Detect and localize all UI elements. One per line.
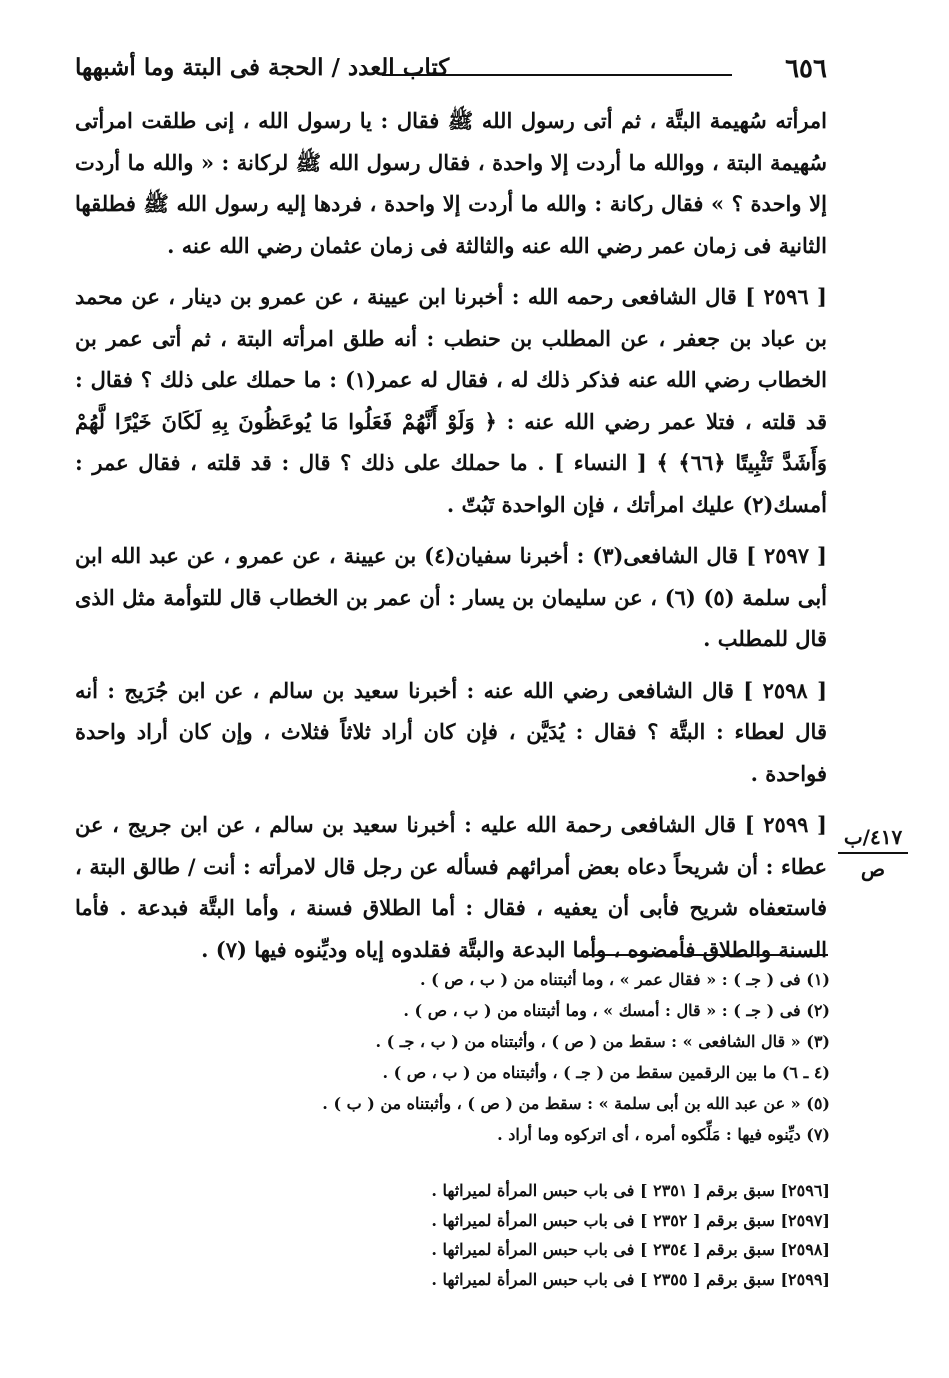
- footnotes: [300, 964, 830, 1150]
- footnote: (٥) « عن عبد الله بن أبى سلمة » : سقط من ( ص ) ، وأثبتناه من ( ب ) .: [322, 1094, 830, 1113]
- footnote: (٣) « قال الشافعى » : سقط من ( ص ) ، وأثبتناه من ( ب ، جـ ) .: [375, 1032, 830, 1051]
- paragraph-2599: [ ٢٥٩٩ ] قال الشافعى رحمة الله عليه : أخبرنا سعيد بن سالم ، عن ابن جريج ، عن عطاء : أن شريحاً دعاه بعض أمرائهم فسأله عن رجل قال لامرأته : أنت / طالق البتة ، فاستعفاه شريح فأبى أن يعفيه ، فقال : أما الطلاق فسنة ، وأما البتَّة فبدعة . فأما السنة والطلاق فأمضوه ، وأما البدعة والبتَّة فقلدوه إياه وديِّنوه فيها (٧) .: [75, 812, 827, 962]
- running-title: كتاب العدد / الحجة فى البتة وما أشبهها: [75, 54, 450, 81]
- margin-manuscript-note: [838, 822, 908, 884]
- footnote: (٢) فى ( جـ ) : « قال : أمسك » ، وما أثبتناه من ( ب ، ص ) .: [403, 1001, 830, 1020]
- footnote-separator: [588, 954, 828, 956]
- margin-note-folio: ٤١٧/ب: [838, 822, 908, 854]
- page-header: [75, 48, 827, 88]
- cross-references: [300, 1176, 830, 1294]
- footnote: (٧) ديِّنوه فيها : مَلِّكوه أمره ، أى اتركوه وما أراد .: [497, 1125, 830, 1144]
- paragraph-2596: [ ٢٥٩٦ ] قال الشافعى رحمه الله : أخبرنا ابن عيينة ، عن عمرو بن دينار ، عن محمد بن عباد بن جعفر ، عن المطلب بن حنطب : أنه طلق امرأته البتة ، ثم أتى عمر بن الخطاب رضي الله عنه فذكر ذلك له ، فقال له عمر(١) : ما حملك على ذلك ؟ فقال : قد قلته ، فتلا عمر رضي الله عنه : ﴿ وَلَوْ أَنَّهُمْ فَعَلُوا مَا يُوعَظُونَ بِهِ لَكَانَ خَيْرًا لَّهُمْ وَأَشَدَّ تَثْبِيتًا ﴿٦٦﴾ ﴾ [ النساء ] . ما حملك على ذلك ؟ قال : قد قلته ، فقال عمر : أمسك(٢) عليك امرأتك ، فإن الواحدة تَبُتّ .: [75, 284, 827, 517]
- paragraph-continuation: امرأته سُهيمة البتَّة ، ثم أتى رسول الله ﷺ فقال : يا رسول الله ، إنى طلقت امرأتى سُهيمة البتة ، ووالله ما أردت إلا واحدة ، فقال رسول الله ﷺ لركانة : « والله ما أردت إلا واحدة ؟ » فقال ركانة : والله ما أردت إلا واحدة ، فردها إليه رسول الله ﷺ فطلقها الثانية فى زمان عمر رضي الله عنه والثالثة فى زمان عثمان رضي الله عنه .: [75, 108, 827, 258]
- paragraph-2598: [ ٢٥٩٨ ] قال الشافعى رضي الله عنه : أخبرنا سعيد بن سالم ، عن ابن جُرَيج : أنه قال لعطاء : البتَّة ؟ فقال : يُدَيَّن ، فإن كان أراد ثلاثاً فثلاث ، وإن كان أراد واحدة فواحدة .: [75, 677, 828, 786]
- cross-reference: [٢٥٩٨] سبق برقم [ ٢٣٥٤ ] فى باب حبس المرأة لميراثها .: [431, 1240, 830, 1259]
- margin-note-siglum: ص: [860, 857, 886, 881]
- footnote: (٤ ـ ٦) ما بين الرقمين سقط من ( جـ ) ، وأثبتناه من ( ب ، ص ) .: [382, 1063, 830, 1082]
- main-text: [75, 100, 827, 970]
- cross-reference: [٢٥٩٦] سبق برقم [ ٢٣٥١ ] فى باب حبس المرأة لميراثها .: [431, 1181, 830, 1200]
- footnote: (١) فى ( جـ ) : « فقال عمر » ، وما أثبتناه من ( ب ، ص ) .: [419, 970, 830, 989]
- page-number: ٦٥٦: [785, 54, 827, 84]
- cross-reference: [٢٥٩٩] سبق برقم [ ٢٣٥٥ ] فى باب حبس المرأة لميراثها .: [431, 1269, 830, 1289]
- cross-reference: [٢٥٩٧] سبق برقم [ ٢٣٥٢ ] فى باب حبس المرأة لميراثها .: [431, 1210, 830, 1230]
- paragraph-2597: [ ٢٥٩٧ ] قال الشافعى(٣) : أخبرنا سفيان(٤) بن عيينة ، عن عمرو ، عن عبد الله ابن أبى سلمة (٥) (٦) ، عن سليمان بن يسار : أن عمر بن الخطاب قال للتوأمة مثل الذى قال للمطلب .: [75, 543, 827, 651]
